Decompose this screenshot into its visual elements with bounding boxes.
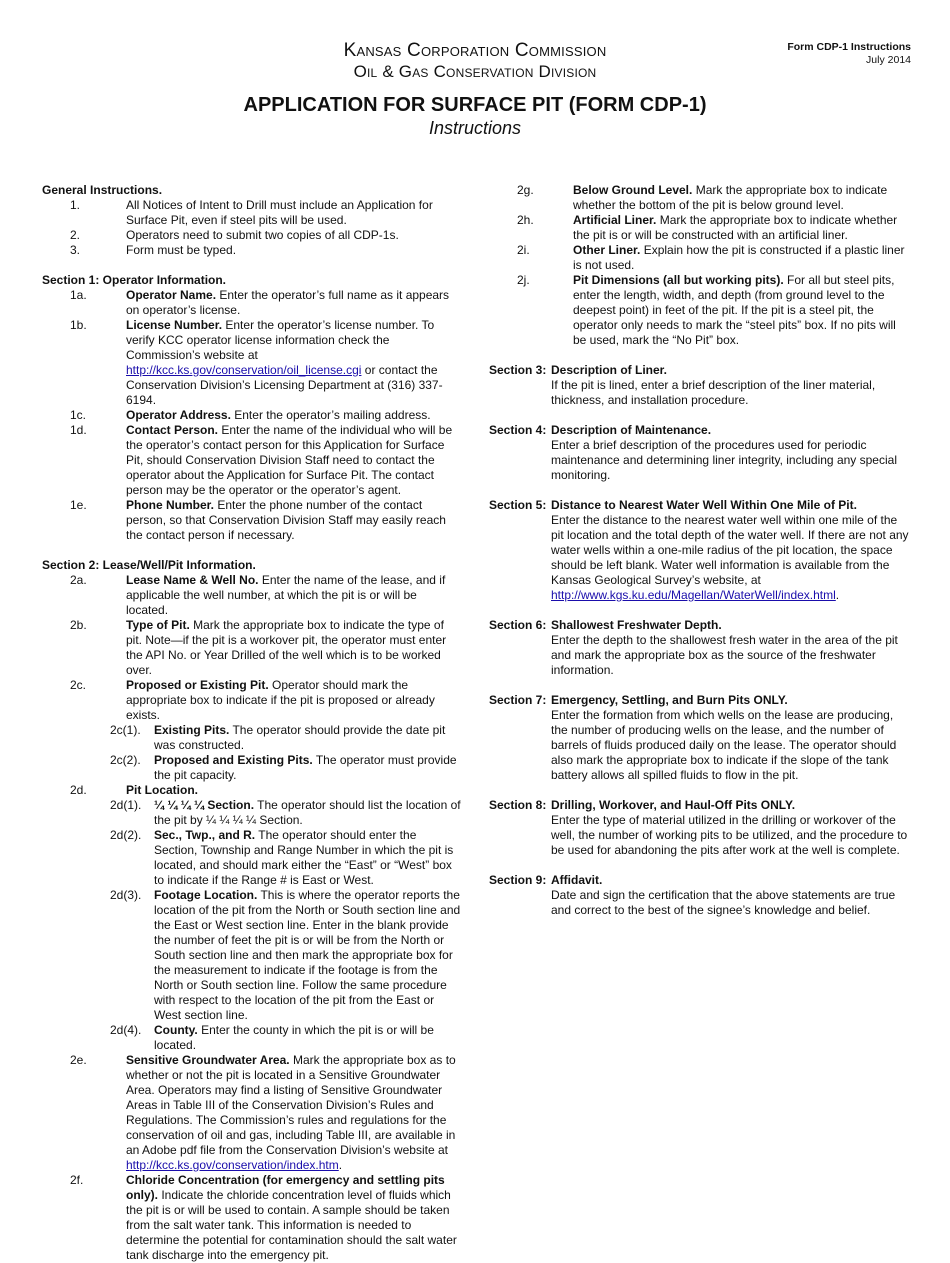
section-7-text: Enter the formation from which wells on the lease are producing, the number of producing wells on the lease, and the number of barrels of fluids produced daily on the lease. The operator should also mark the appropriate box to indicate if the slope of the tank battery allows all spilled fluids to flow in the pit. [551,708,897,782]
item-2e: 2e. Sensitive Groundwater Area. Mark the appropriate box as to whether or not the pit is located in a Sensitive Groundwater Area. Operators may find a listing of Sensitive Groundwater Areas in Table III of the Conservation Division’s Rules and Regulations. The Commission’s rules and regulations for the conservation of oil and gas, including Table III, are available in an Adobe pdf file from the Conservation Division’s website at http://kcc.ks.gov/conservation/index.htm. [70,1053,456,1172]
item-2b: 2b. Type of Pit. Mark the appropriate box to indicate the type of pit. Note—if the pit is a workover pit, the operator must enter the API No. or Year Drilled of the well which is to be worked over. [70,618,447,677]
form-id: Form CDP-1 Instructions [787,41,911,53]
form-reference [787,41,911,67]
section-5-title: Section 5: Distance to Nearest Water Well Within One Mile of Pit. [489,498,857,512]
section-4-text: Enter a brief description of the procedures used for periodic maintenance and determining liner integrity, including any special monitoring. [551,438,897,482]
item-2a: 2a. Lease Name & Well No. Enter the name of the lease, and if applicable the well number, at which the pit is or will be located. [70,573,446,617]
list-item: 2. Operators need to submit two copies of all CDP-1s. [70,228,399,242]
item-2h: 2h. Artificial Liner. Mark the appropriate box to indicate whether the pit is or will be constructed with an artificial liner. [517,213,898,242]
left-column [42,183,462,1263]
item-1b: 1b. License Number. Enter the operator’s license number. To verify KCC operator license information check the Commission’s website at http://kcc.ks.gov/conservation/oil_license.cgi or contact the Conservation Division’s Licensing Department at (316) 337-6194. [70,318,443,407]
section-8-text: Enter the type of material utilized in the drilling or workover of the well, the number of working pits to be utilized, and the procedure to be used for abandoning the pits after work at the well is complete. [551,813,908,857]
section-9-title: Section 9: Affidavit. [489,873,603,887]
item-2c2: 2c(2). Proposed and Existing Pits. The operator must provide the pit capacity. [110,753,457,782]
list-item: 1. All Notices of Intent to Drill must include an Application for Surface Pit, even if steel pits will be used. [70,198,433,227]
item-1e: 1e. Phone Number. Enter the phone number of the contact person, so that Conservation Division Staff may easily reach the contact person if necessary. [70,498,446,542]
item-2d4: 2d(4). County. Enter the county in which the pit is or will be located. [110,1023,434,1052]
division-name: Oil & Gas Conservation Division [353,62,597,81]
item-2g: 2g. Below Ground Level. Mark the appropriate box to indicate whether the bottom of the pit is below ground level. [517,183,888,212]
section-6-title: Section 6: Shallowest Freshwater Depth. [489,618,722,632]
conservation-link[interactable]: http://kcc.ks.gov/conservation/index.htm [126,1158,339,1172]
section-8-title: Section 8: Drilling, Workover, and Haul-Off Pits ONLY. [489,798,796,812]
section-7-title: Section 7: Emergency, Settling, and Burn Pits ONLY. [489,693,788,707]
item-2f: 2f. Chloride Concentration (for emergency and settling pits only). Indicate the chloride concentration level of fluids which the pit is or will be used to contain. A sample should be taken from the salt water tank. This information is needed to determine the potential for contamination should the salt water tank discharge into the emergency pit. [70,1173,457,1262]
title-block [0,93,950,139]
item-2d1: 2d(1). ¼ ¼ ¼ ¼ Section. The operator should list the location of the pit by ¼ ¼ ¼ ¼ Section. [110,798,461,827]
item-2d3: 2d(3). Footage Location. This is where the operator reports the location of the pit from the North or South section line and the East or West section line. Enter in the blank provide the number of feet the pit is or will be from the North or South section line and then mark the appropriate box for the measurement to indicate if the footage is from the North or South section line. Follow the same procedure with respect to the location of the pit from the East or West section line. [110,888,461,1022]
section-9-text: Date and sign the certification that the above statements are true and correct to the best of the signee’s knowledge and belief. [551,888,896,917]
item-1a: 1a. Operator Name. Enter the operator’s full name as it appears on operator’s license. [70,288,450,317]
item-2c1: 2c(1). Existing Pits. The operator should provide the date pit was constructed. [110,723,446,752]
agency-name: Kansas Corporation Commission [343,40,607,61]
section-3-title: Section 3: Description of Liner. [489,363,668,377]
item-2d2: 2d(2). Sec., Twp., and R. The operator should enter the Section, Township and Range Number in which the pit is located, and should mark either the “East” or “West” box to indicate if the Range # is East or West. [110,828,454,887]
item-1d: 1d. Contact Person. Enter the name of the individual who will be the operator’s contact person for this Application for Surface Pit, should Conservation Division Staff need to contact the operator about the Application for Surface Pit. The contact person may be the operator or the operator’s agent. [70,423,453,497]
section-4-title: Section 4: Description of Maintenance. [489,423,712,437]
section-2-title: Section 2: Lease/Well/Pit Information. [42,558,256,572]
right-column [489,183,909,918]
kgs-water-well-link[interactable]: http://www.kgs.ku.edu/Magellan/WaterWell/index.html [551,588,836,602]
section-5-text: Enter the distance to the nearest water well within one mile of the pit location and the total depth of the water well. If there are not any water wells within a one-mile radius of the pit location, the space should be left blank. Water well information is available from the Kansas Geological Survey’s website, at http://www.kgs.ku.edu/Magellan/WaterWell/index.html. [551,513,909,602]
general-instructions-title: General Instructions. [42,183,163,197]
item-2j: 2j. Pit Dimensions (all but working pits). For all but steel pits, enter the length, width, and depth (from ground level to the deepest point) in feet of the pit. If the pit is a steel pit, the operator only needs to mark the “steel pits” box. If no pits will be used, mark the “No Pit” box. [517,273,896,347]
license-link[interactable]: http://kcc.ks.gov/conservation/oil_license.cgi [126,363,362,377]
form-date: July 2014 [866,54,911,66]
page-title: APPLICATION FOR SURFACE PIT (FORM CDP-1) [243,94,707,116]
list-item: 3. Form must be typed. [70,243,237,257]
section-1-title: Section 1: Operator Information. [42,273,227,287]
item-1c: 1c. Operator Address. Enter the operator’s mailing address. [70,408,431,422]
item-2i: 2i. Other Liner. Explain how the pit is constructed if a plastic liner is not used. [517,243,905,272]
section-6-text: Enter the depth to the shallowest fresh water in the area of the pit and mark the appropriate box as the source of the freshwater information. [551,633,898,677]
section-3-text: If the pit is lined, enter a brief description of the liner material, thickness, and installation procedure. [551,378,876,407]
item-2d: 2d. Pit Location. [70,783,198,797]
item-2c: 2c. Proposed or Existing Pit. Operator should mark the appropriate box to indicate if the pit is proposed or already exists. [70,678,435,722]
page-subtitle: Instructions [428,118,522,138]
